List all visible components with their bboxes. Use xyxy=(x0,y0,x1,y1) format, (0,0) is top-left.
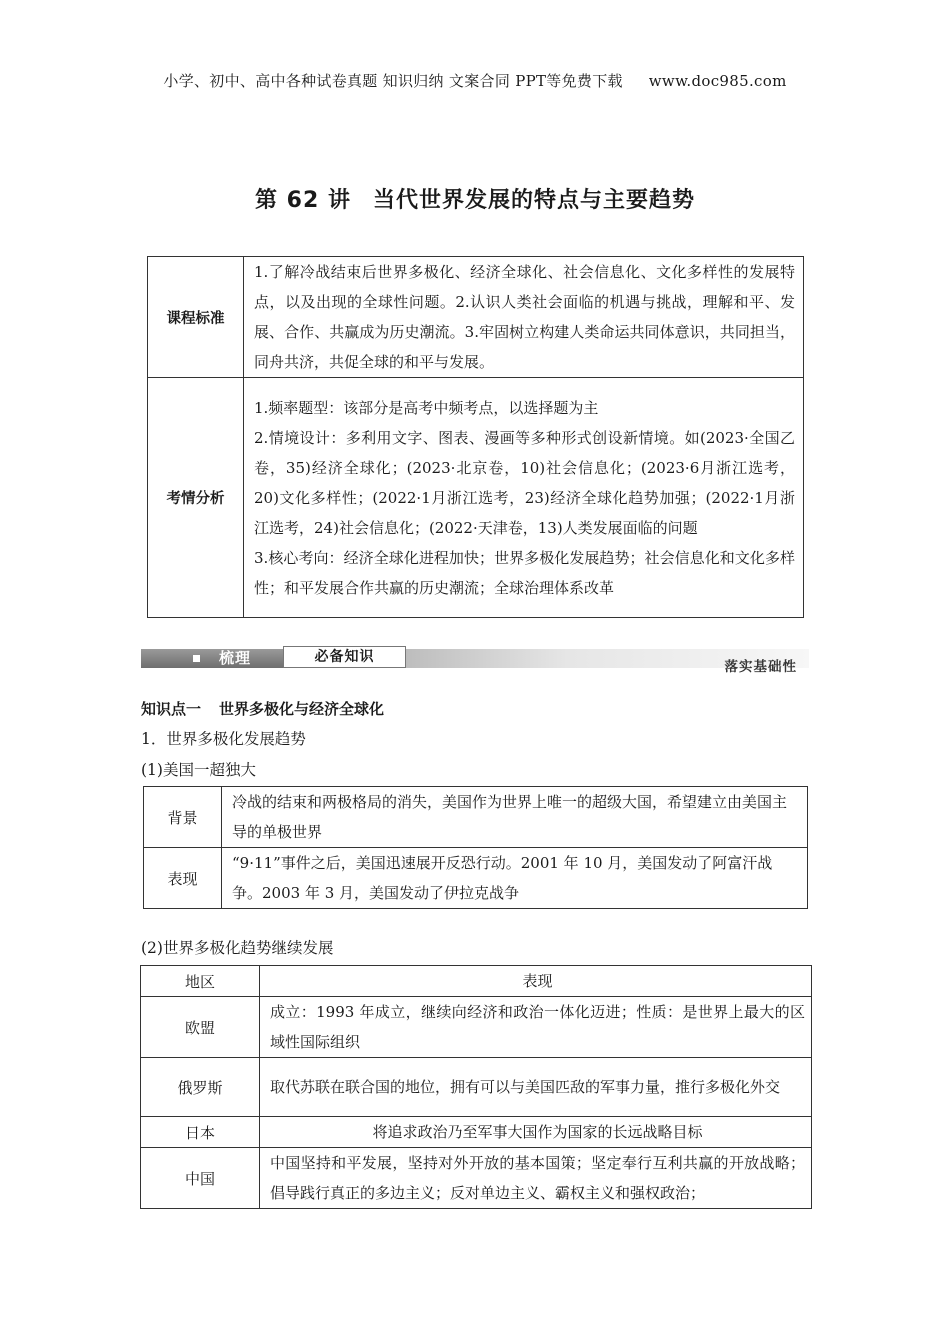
region-text: 成立：1993 年成立，继续向经济和政治一体化迈进；性质：是世界上最大的区域性国际组织 xyxy=(260,997,812,1058)
row-text: “9·11”事件之后，美国迅速展开反恐行动。2001 年 10 月，美国发动了阿富汗战争。2003 年 3 月，美国发动了伊拉克战争 xyxy=(222,848,808,909)
table-header-row xyxy=(141,966,812,997)
row-text: 冷战的结束和两极格局的消失，美国作为世界上唯一的超级大国，希望建立由美国主导的单极世界 xyxy=(222,787,808,848)
section-heading: 1．世界多极化发展趋势 xyxy=(141,730,306,748)
standards-line: 1.了解冷战结束后世界多极化、经济全球化、社会信息化、文化多样性的发展特点，以及出现的全球性问题。2.认识人类社会面临的机遇与挑战，理解和平、发展、合作、共赢成为历史潮流。3.牢固树立构建人类命运共同体意识，共同担当，同舟共济，共促全球的和平与发展。 xyxy=(254,263,795,371)
table-row xyxy=(141,1117,812,1148)
analysis-line: 1.频率题型：该部分是高考中频考点，以选择题为主 xyxy=(254,398,599,417)
subsection-heading: (1)美国一超独大 xyxy=(141,761,256,779)
table-row xyxy=(141,1148,812,1209)
standards-table xyxy=(147,256,804,618)
region-cell: 欧盟 xyxy=(141,997,260,1058)
table-row xyxy=(148,378,804,618)
banner-box: 必备知识 xyxy=(283,646,406,668)
us-table xyxy=(143,786,808,909)
subsection-heading: (2)世界多极化趋势继续发展 xyxy=(141,939,334,957)
analysis-line: 2.情境设计：多利用文字、图表、漫画等多种形式创设新情境。如(2023·全国乙卷，35)经济全球化；(2023·北京卷，10)社会信息化；(2023·6月浙江选考，20)文化多样性；(2022·1月浙江选考，23)经济全球化趋势加强；(2022·1月浙江选考，24)社会信息化；(2022·天津卷，13)人类发展面临的问题 xyxy=(254,428,795,537)
column-header: 表现 xyxy=(260,966,812,997)
header-text: 小学、初中、高中各种试卷真题 知识归纳 文案合同 PPT等免费下载 xyxy=(163,72,623,90)
knowledge-point-heading xyxy=(141,698,384,719)
square-bullet-icon xyxy=(193,655,200,662)
column-header: 地区 xyxy=(141,966,260,997)
analysis-line: 3.核心考向：经济全球化进程加快；世界多极化发展趋势；社会信息化和文化多样性；和平发展合作共赢的历史潮流；全球治理体系改革 xyxy=(254,548,795,597)
page-header xyxy=(0,70,950,91)
region-text: 中国坚持和平发展，坚持对外开放的基本国策；坚定奉行互利共赢的开放战略；倡导践行真正的多边主义；反对单边主义、霸权主义和强权政治； xyxy=(260,1148,812,1209)
multipolar-table xyxy=(140,965,812,1209)
table-row xyxy=(141,1058,812,1117)
region-text: 取代苏联在联合国的地位，拥有可以与美国匹敌的军事力量，推行多极化外交 xyxy=(260,1058,812,1117)
row-label: 背景 xyxy=(144,787,222,848)
section-banner xyxy=(141,646,809,674)
kp-label: 知识点一 xyxy=(141,700,202,718)
table-row xyxy=(141,997,812,1058)
region-cell: 中国 xyxy=(141,1148,260,1209)
table-row xyxy=(148,257,804,378)
analysis-label: 考情分析 xyxy=(148,378,244,618)
analysis-text xyxy=(244,378,804,618)
region-cell: 俄罗斯 xyxy=(141,1058,260,1117)
table-row xyxy=(144,787,808,848)
page-title xyxy=(0,183,950,214)
region-text: 将追求政治乃至军事大国作为国家的长远战略目标 xyxy=(260,1117,812,1148)
lecture-title: 当代世界发展的特点与主要趋势 xyxy=(372,188,695,213)
header-site[interactable]: www.doc985.com xyxy=(648,72,787,90)
region-cell: 日本 xyxy=(141,1117,260,1148)
lecture-number: 第 62 讲 xyxy=(255,188,351,213)
kp-title: 世界多极化与经济全球化 xyxy=(219,700,385,718)
row-label: 表现 xyxy=(144,848,222,909)
standards-text xyxy=(244,257,804,378)
banner-right-label: 落实基础性 xyxy=(724,659,797,675)
banner-label: 梳理 xyxy=(219,649,252,667)
table-row xyxy=(144,848,808,909)
standards-label: 课程标准 xyxy=(148,257,244,378)
